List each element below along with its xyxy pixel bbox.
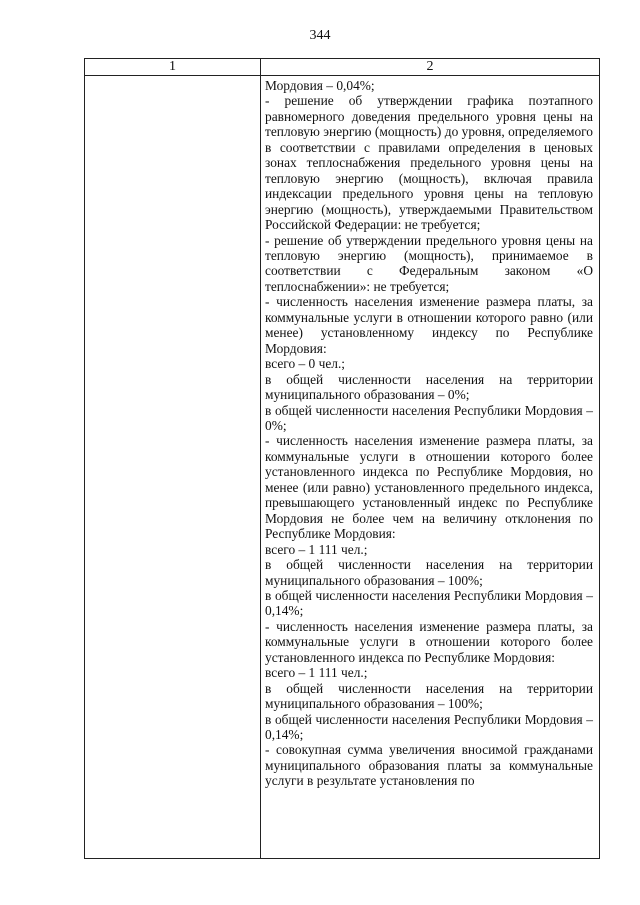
column-header-1: 1	[85, 59, 261, 76]
empty-cell	[85, 76, 261, 859]
content-cell	[261, 76, 600, 859]
paragraph: - решение об утверждении предельного уровня цены на тепловую энергию (мощность), принимаемое в соответствии с Федеральным законом «О теплоснабжении»: не требуется;	[265, 232, 593, 294]
paragraph: в общей численности населения Республики Мордовия – 0,14%;	[265, 711, 593, 743]
paragraph: - численность населения изменение размера платы, за коммунальные услуги в отношении которого более установленного индекса по Республике Мордовия:	[265, 618, 593, 665]
paragraph: всего – 1 111 чел.;	[265, 541, 368, 557]
paragraph: всего – 1 111 чел.;	[265, 665, 368, 681]
paragraph: - совокупная сумма увеличения вносимой гражданами муниципального образования платы за коммунальные услуги в результате установления по	[265, 742, 593, 789]
paragraph: в общей численности населения на территории муниципального образования – 0%;	[265, 371, 593, 403]
column-header-2: 2	[261, 59, 600, 76]
paragraph: - решение об утверждении графика поэтапного равномерного доведения предельного уровня цены на тепловую энергию (мощность) до уровня, определяемого в соответствии с правилами определения в ценовых зонах теплоснабжения предельного уровня цены на тепловую энергию (мощность), включая правила индексации предельного уровня цены на тепловую энергию (мощность), утверждаемыми Правительством Российской Федерации: не требуется;	[265, 93, 593, 233]
paragraph: - численность населения изменение размера платы, за коммунальные услуги в отношении которого более установленного индекса по Республике Мордовия, но менее (или равно) установленного предельного индекса, превышающего установленный индекс по Республике Мордовия не более чем на величину отклонения по Республике Мордовия:	[265, 433, 593, 542]
paragraph: в общей численности населения Республики Мордовия – 0,14%;	[265, 587, 593, 619]
document-table	[84, 58, 600, 859]
paragraph: - численность населения изменение размера платы, за коммунальные услуги в отношении которого равно (или менее) установленному индексу по Республике Мордовия:	[265, 294, 593, 356]
paragraph: всего – 0 чел.;	[265, 356, 346, 372]
table-header-row	[85, 59, 600, 76]
table-row	[85, 76, 600, 859]
paragraph: Мордовия – 0,04%;	[265, 78, 375, 93]
page-number: 344	[309, 28, 331, 43]
paragraph: в общей численности населения на территории муниципального образования – 100%;	[265, 680, 593, 712]
paragraph: в общей численности населения на территории муниципального образования – 100%;	[265, 557, 593, 588]
paragraph: в общей численности населения Республики Мордовия – 0%;	[265, 402, 593, 433]
